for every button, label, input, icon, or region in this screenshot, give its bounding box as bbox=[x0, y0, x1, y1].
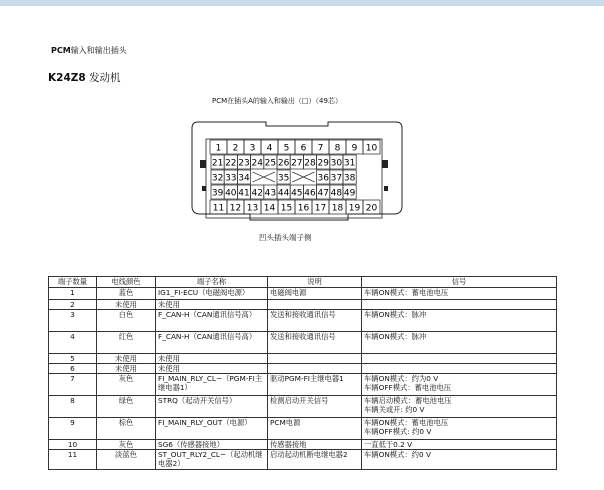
pin-number: 25 bbox=[264, 158, 277, 169]
pin-number: 18 bbox=[331, 203, 344, 214]
pin-number: 39 bbox=[211, 188, 224, 199]
cell-name: STRQ（起动开关信号） bbox=[156, 396, 268, 418]
pin-grid bbox=[210, 140, 380, 214]
cell-desc: 检测启动开关信号 bbox=[268, 396, 362, 418]
cell-color: 未使用 bbox=[97, 354, 156, 364]
cell-desc: 驱动PGM-FI主继电器1 bbox=[268, 374, 362, 396]
cell-signal: 车辆ON模式：蓄电池电压 车辆OFF模式: 约0 V bbox=[362, 418, 557, 440]
connector-title: PCM在插头A的输入和输出（□）（49芯） bbox=[212, 97, 342, 105]
cell-name: 未使用 bbox=[156, 354, 268, 364]
header-color: 电线颜色 bbox=[97, 277, 156, 288]
pin-number: 35 bbox=[277, 173, 290, 184]
cell-color: 灰色 bbox=[97, 440, 156, 450]
table-row bbox=[49, 374, 557, 396]
cell-color: 棕色 bbox=[97, 418, 156, 440]
pin-number: 12 bbox=[229, 203, 242, 214]
pin-number: 43 bbox=[264, 188, 277, 199]
cell-signal: 车辆ON模式：脉冲 bbox=[362, 332, 557, 354]
pin-number: 15 bbox=[280, 203, 293, 214]
cell-desc: PCM电源 bbox=[268, 418, 362, 440]
section-text: 输入和输出插头 bbox=[70, 46, 127, 55]
table-row bbox=[49, 332, 557, 354]
pin-number: 37 bbox=[330, 173, 343, 184]
cell-num: 8 bbox=[49, 396, 97, 418]
cell-num: 3 bbox=[49, 310, 97, 332]
cell-color: 绿色 bbox=[97, 396, 156, 418]
connector-diagram bbox=[188, 120, 406, 228]
cell-num: 6 bbox=[49, 364, 97, 374]
pin-number: 41 bbox=[238, 188, 250, 199]
cell-num: 7 bbox=[49, 374, 97, 396]
cell-name: FI_MAIN_RLY_OUT（电源） bbox=[156, 418, 268, 440]
table-header-row bbox=[49, 277, 557, 288]
top-banner bbox=[0, 0, 604, 6]
pin-number: 48 bbox=[330, 188, 343, 199]
pin-number: 40 bbox=[225, 188, 237, 199]
header-signal: 信号 bbox=[362, 277, 557, 288]
cell-num: 1 bbox=[49, 288, 97, 300]
pin-number: 31 bbox=[343, 158, 356, 169]
cell-num: 10 bbox=[49, 440, 97, 450]
pin-number: 36 bbox=[317, 173, 329, 184]
cell-desc: 传感器接地 bbox=[268, 440, 362, 450]
pin-number: 16 bbox=[297, 203, 310, 214]
cell-color: 蓝色 bbox=[97, 288, 156, 300]
section-code: PCM bbox=[51, 46, 71, 55]
pin-number: 5 bbox=[283, 143, 290, 154]
pin-number: 30 bbox=[330, 158, 343, 169]
cell-color: 未使用 bbox=[97, 300, 156, 310]
cell-color: 白色 bbox=[97, 310, 156, 332]
pin-number: 32 bbox=[211, 173, 224, 184]
table-row bbox=[49, 440, 557, 450]
engine-title bbox=[48, 70, 121, 85]
key-left bbox=[202, 186, 206, 191]
pin-number: 23 bbox=[238, 158, 250, 169]
pin-number: 49 bbox=[343, 188, 356, 199]
table-row bbox=[49, 396, 557, 418]
pin-number: 2 bbox=[232, 143, 239, 154]
cell-name: SG6（传感器接地） bbox=[156, 440, 268, 450]
latch-right bbox=[382, 160, 388, 168]
table-row bbox=[49, 450, 557, 470]
pin-table bbox=[48, 276, 557, 470]
cell-num: 4 bbox=[49, 332, 97, 354]
cell-desc bbox=[268, 300, 362, 310]
table-row bbox=[49, 310, 557, 332]
cell-signal: 车辆ON模式：脉冲 bbox=[362, 310, 557, 332]
pin-number: 1 bbox=[215, 143, 222, 154]
connector-caption: 凹头插头端子侧 bbox=[259, 233, 312, 242]
cell-name: ST_OUT_RLY2_CL−（起动机继电器2） bbox=[156, 450, 268, 470]
cell-name: F_CAN-H（CAN通讯信号高） bbox=[156, 332, 268, 354]
pin-number: 38 bbox=[343, 173, 356, 184]
cell-color: 未使用 bbox=[97, 364, 156, 374]
cell-name: F_CAN-H（CAN通讯信号高） bbox=[156, 310, 268, 332]
pin-number: 29 bbox=[317, 158, 329, 169]
pin-number: 3 bbox=[249, 143, 256, 154]
pin-number: 21 bbox=[211, 158, 224, 169]
cell-signal: 车辆启动模式：蓄电池电压 车辆关或开: 约0 V bbox=[362, 396, 557, 418]
cell-desc: 启动起动机断电继电器2 bbox=[268, 450, 362, 470]
pin-number: 13 bbox=[246, 203, 259, 214]
pin-number: 27 bbox=[291, 158, 303, 169]
cell-name: 未使用 bbox=[156, 364, 268, 374]
table-row bbox=[49, 364, 557, 374]
pin-number: 4 bbox=[266, 143, 273, 154]
pin-number: 17 bbox=[314, 203, 327, 214]
pin-number: 28 bbox=[304, 158, 316, 169]
cell-color: 灰色 bbox=[97, 374, 156, 396]
key-right bbox=[384, 186, 388, 191]
cell-signal: 车辆ON模式：约为0 V 车辆OFF模式：蓄电池电压 bbox=[362, 374, 557, 396]
pin-number: 20 bbox=[365, 203, 378, 214]
cell-num: 2 bbox=[49, 300, 97, 310]
cell-num: 5 bbox=[49, 354, 97, 364]
pin-number: 14 bbox=[263, 203, 276, 214]
cell-signal: 一直低于0.2 V bbox=[362, 440, 557, 450]
cell-desc: 发送和接收通讯信号 bbox=[268, 332, 362, 354]
pin-number: 33 bbox=[225, 173, 237, 184]
pin-number: 7 bbox=[317, 143, 324, 154]
table-body bbox=[49, 288, 557, 470]
pin-number: 11 bbox=[212, 203, 225, 214]
pin-number: 22 bbox=[225, 158, 237, 169]
cell-signal bbox=[362, 354, 557, 364]
pin-unused-cross bbox=[292, 172, 314, 182]
header-desc: 说明 bbox=[268, 277, 362, 288]
cell-signal bbox=[362, 300, 557, 310]
pin-number: 24 bbox=[251, 158, 263, 169]
table-row bbox=[49, 418, 557, 440]
pin-number: 44 bbox=[277, 188, 290, 199]
header-name: 端子名称 bbox=[156, 277, 268, 288]
cell-desc bbox=[268, 364, 362, 374]
pin-unused-cross bbox=[253, 172, 275, 182]
cell-desc: 电磁阀电源 bbox=[268, 288, 362, 300]
table-row bbox=[49, 288, 557, 300]
cell-name: IG1_FI-ECU（电磁阀电源） bbox=[156, 288, 268, 300]
cell-name: 未使用 bbox=[156, 300, 268, 310]
pin-number: 8 bbox=[334, 143, 341, 154]
cell-signal bbox=[362, 364, 557, 374]
engine-text: 发动机 bbox=[85, 72, 121, 84]
table-row bbox=[49, 300, 557, 310]
table-row bbox=[49, 354, 557, 364]
cell-signal: 车辆ON模式：约0 V bbox=[362, 450, 557, 470]
engine-code: K24Z8 bbox=[48, 72, 86, 84]
cell-name: FI_MAIN_RLY_CL−（PGM-FI主继电器1） bbox=[156, 374, 268, 396]
cell-color: 淡蓝色 bbox=[97, 450, 156, 470]
pin-number: 10 bbox=[365, 143, 378, 154]
pin-number: 19 bbox=[348, 203, 361, 214]
pin-number: 6 bbox=[300, 143, 307, 154]
cell-signal: 车辆ON模式：蓄电池电压 bbox=[362, 288, 557, 300]
cell-desc bbox=[268, 354, 362, 364]
cell-num: 9 bbox=[49, 418, 97, 440]
section-title bbox=[51, 45, 127, 56]
pin-number: 46 bbox=[304, 188, 316, 199]
pin-number: 9 bbox=[351, 143, 358, 154]
latch-left bbox=[200, 160, 206, 168]
pin-number: 34 bbox=[238, 173, 250, 184]
pin-number: 42 bbox=[251, 188, 263, 199]
pin-number: 45 bbox=[291, 188, 303, 199]
pin-number: 26 bbox=[277, 158, 290, 169]
cell-color: 红色 bbox=[97, 332, 156, 354]
header-num: 端子数量 bbox=[49, 277, 97, 288]
cell-num: 11 bbox=[49, 450, 97, 470]
cell-desc: 发送和接收通讯信号 bbox=[268, 310, 362, 332]
pin-number: 47 bbox=[317, 188, 329, 199]
